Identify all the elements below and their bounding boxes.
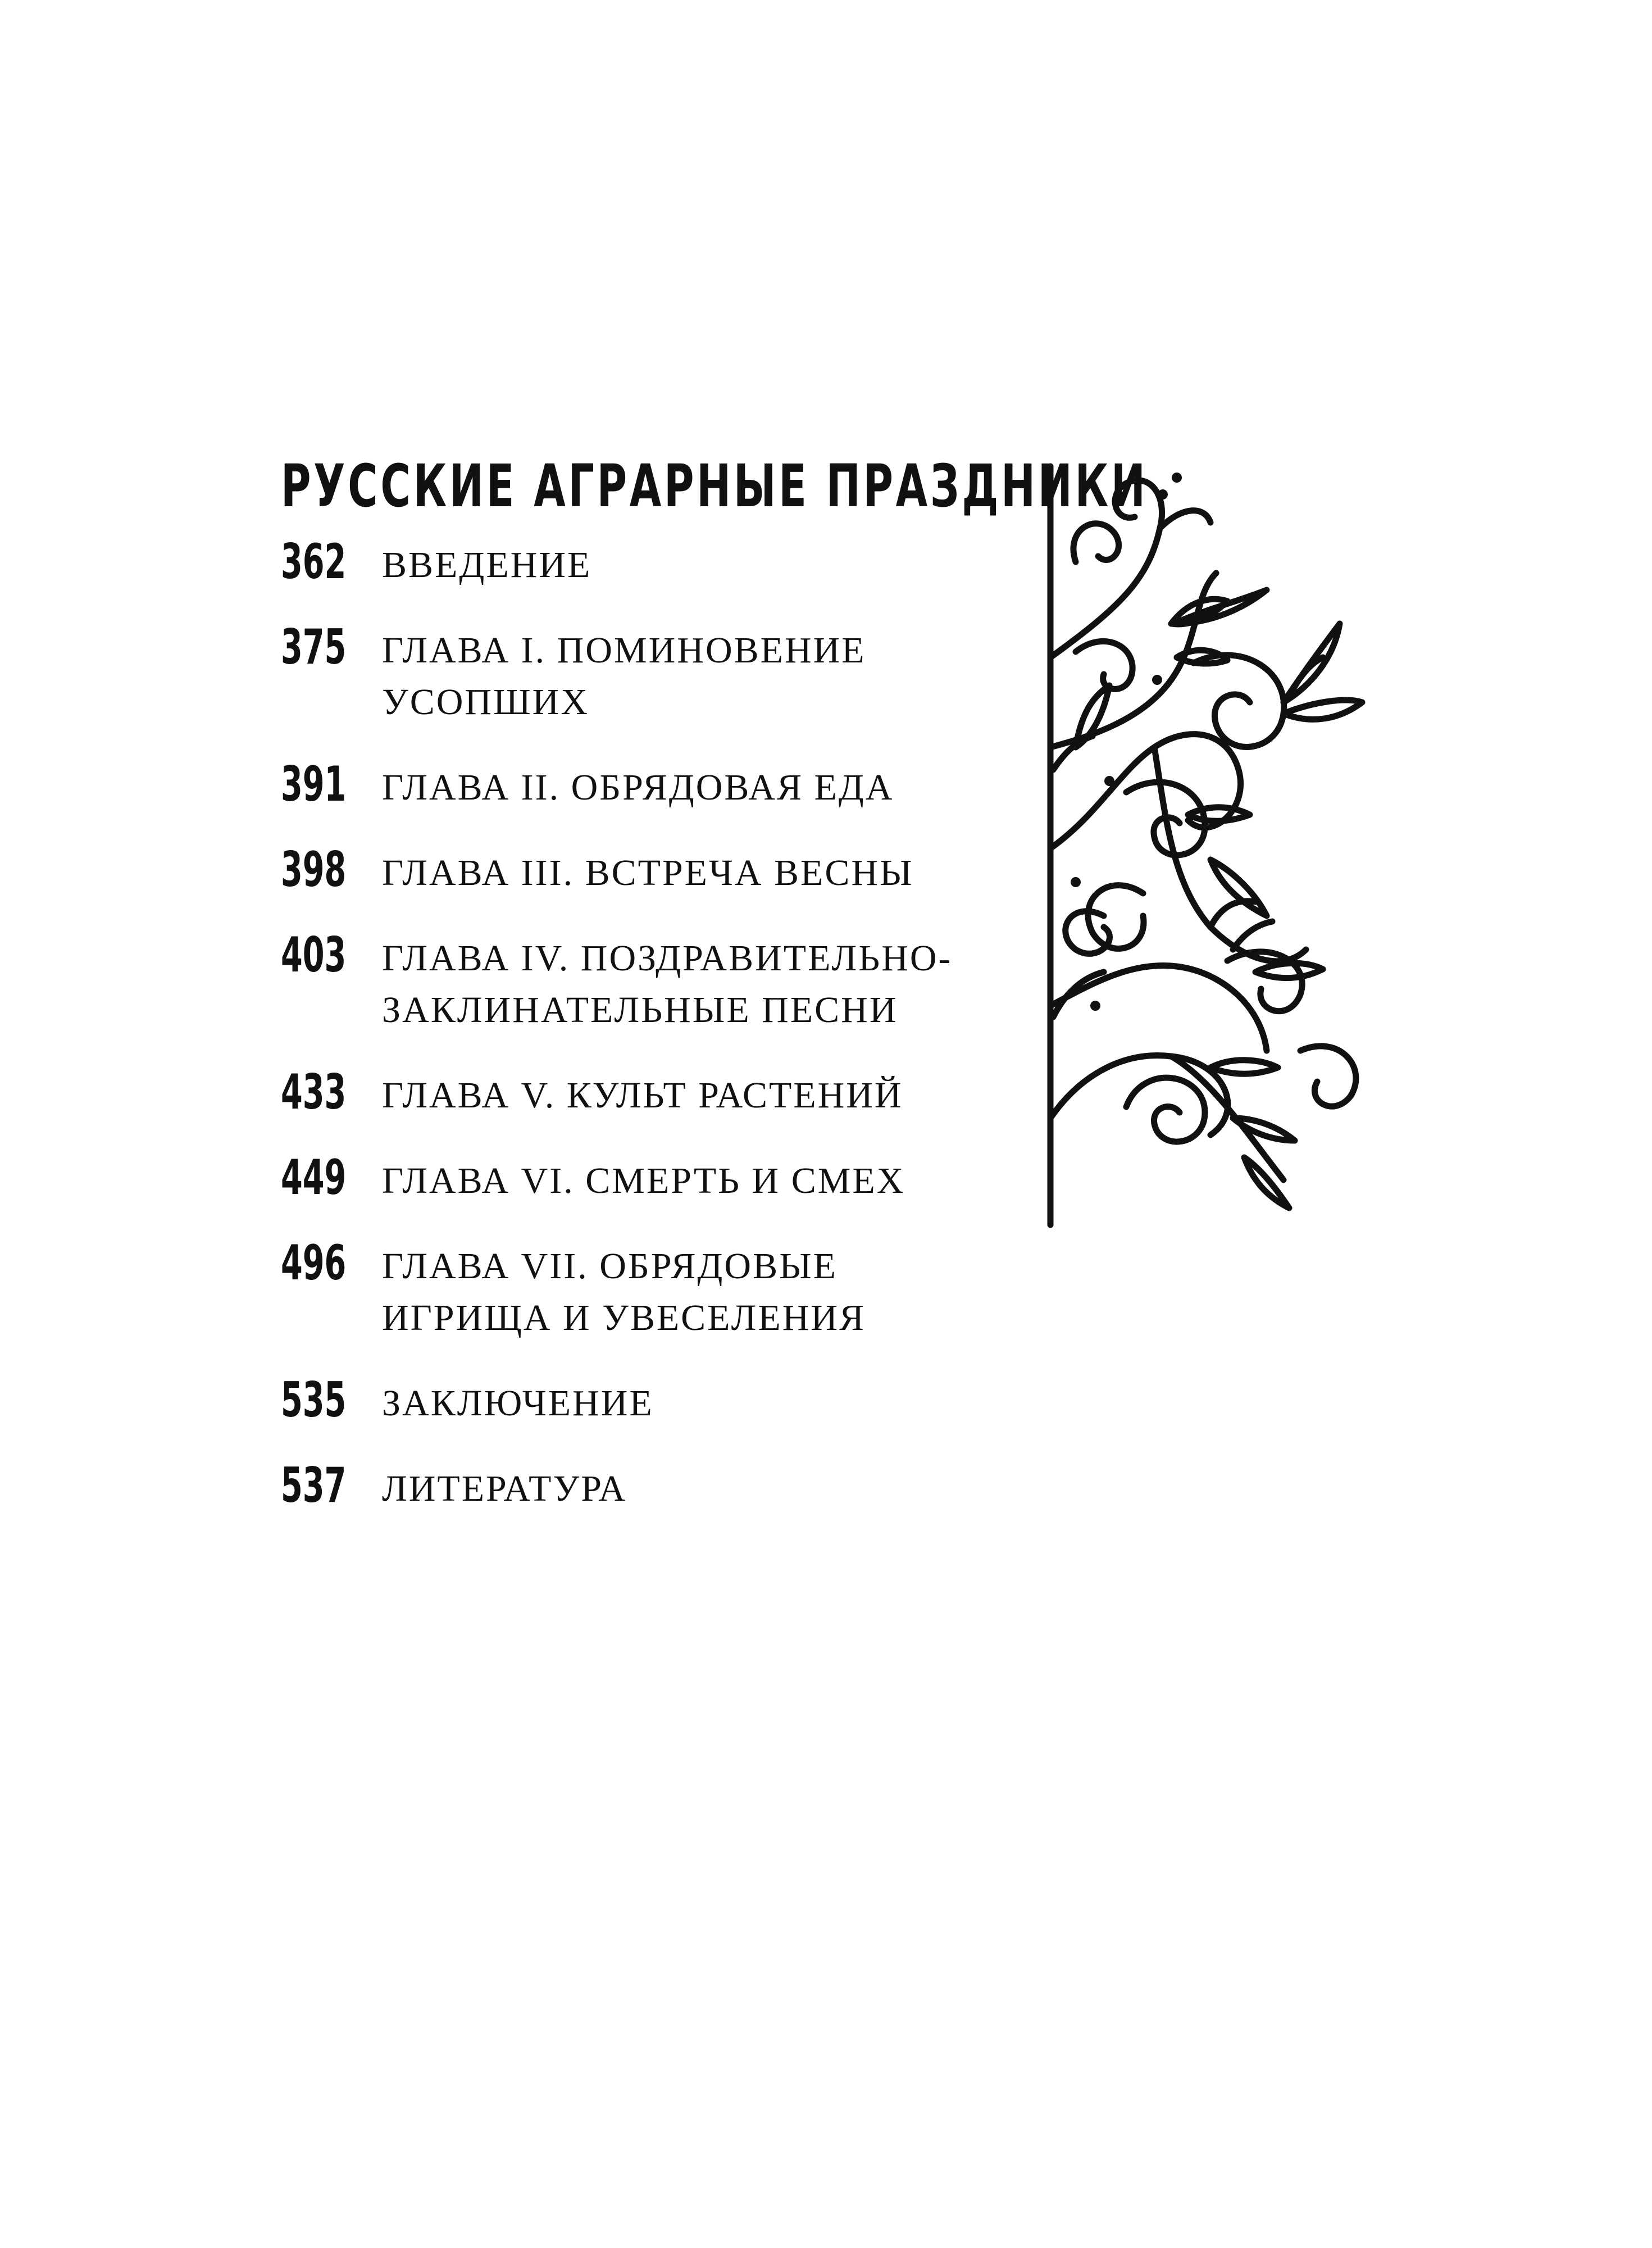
leaf <box>1188 807 1250 821</box>
dot <box>1158 489 1168 499</box>
toc-chapter-title: ГЛАВА II. ОБРЯДОВАЯ ЕДА <box>382 767 894 808</box>
dot <box>1152 675 1162 685</box>
spiral-curl <box>1088 885 1144 949</box>
leaf <box>1255 963 1323 978</box>
toc-page-number: 362 <box>281 534 347 590</box>
leaf <box>1210 1060 1278 1074</box>
dot <box>1172 473 1182 483</box>
toc-page-number: 496 <box>281 1235 347 1291</box>
toc-chapter-title: ЛИТЕРАТУРА <box>382 1468 627 1509</box>
spiral-curl <box>1073 524 1119 562</box>
vine-stem <box>1050 480 1162 657</box>
toc-page-number: 535 <box>281 1372 347 1428</box>
toc-page-number: 537 <box>281 1457 347 1514</box>
leaf <box>1284 700 1362 719</box>
table-of-contents <box>281 449 1148 1544</box>
toc-chapter-title: ГЛАВА IV. ПОЗДРАВИТЕЛЬНО-ЗАКЛИНАТЕЛЬНЫЕ ПЕСНИ <box>382 938 953 1030</box>
toc-entry <box>281 843 1011 899</box>
toc-list <box>281 535 1011 1515</box>
spiral-curl <box>1300 1046 1356 1106</box>
toc-title: РУССКИЕ АГРАРНЫЕ ПРАЗДНИКИ <box>281 452 1148 520</box>
dot <box>1071 877 1081 887</box>
toc-chapter-title: ГЛАВА VII. ОБРЯДОВЫЕ ИГРИЩА И УВЕСЕЛЕНИЯ <box>382 1246 866 1338</box>
toc-chapter-title: ГЛАВА VI. СМЕРТЬ И СМЕХ <box>382 1160 905 1201</box>
toc-page-number: 391 <box>281 756 347 812</box>
toc-entry <box>281 757 1011 814</box>
toc-chapter-title: ЗАКЛЮЧЕНИЕ <box>382 1383 654 1424</box>
toc-entry <box>281 1065 1011 1121</box>
toc-chapter-title: ГЛАВА III. ВСТРЕЧА ВЕСНЫ <box>382 852 914 893</box>
vine-stem <box>1160 511 1210 528</box>
toc-entry <box>281 535 1011 591</box>
toc-page-number: 433 <box>281 1064 347 1120</box>
toc-entry <box>281 1459 1011 1515</box>
toc-page-number: 449 <box>281 1150 347 1206</box>
leaf <box>1210 860 1267 916</box>
toc-page-number: 375 <box>281 619 347 675</box>
dot <box>1104 776 1114 786</box>
vine-stem <box>1050 734 1241 848</box>
toc-entry <box>281 620 1011 728</box>
spiral-curl <box>1126 1078 1205 1142</box>
toc-chapter-title: ГЛАВА V. КУЛЬТ РАСТЕНИЙ <box>382 1075 903 1116</box>
dot <box>1090 1001 1100 1011</box>
toc-page-number: 398 <box>281 842 347 898</box>
floral-vine-icon <box>1042 455 1390 1242</box>
toc-entry <box>281 1236 1011 1344</box>
leaf <box>1233 921 1272 950</box>
spiral-curl <box>1076 641 1132 689</box>
toc-entry <box>281 1151 1011 1207</box>
toc-entry <box>281 928 1011 1036</box>
toc-chapter-title: ГЛАВА I. ПОМИНОВЕНИЕ УСОПШИХ <box>382 630 866 723</box>
toc-page-number: 403 <box>281 927 347 983</box>
toc-entry <box>281 1373 1011 1429</box>
toc-chapter-title: ВВЕДЕНИЕ <box>382 544 592 585</box>
